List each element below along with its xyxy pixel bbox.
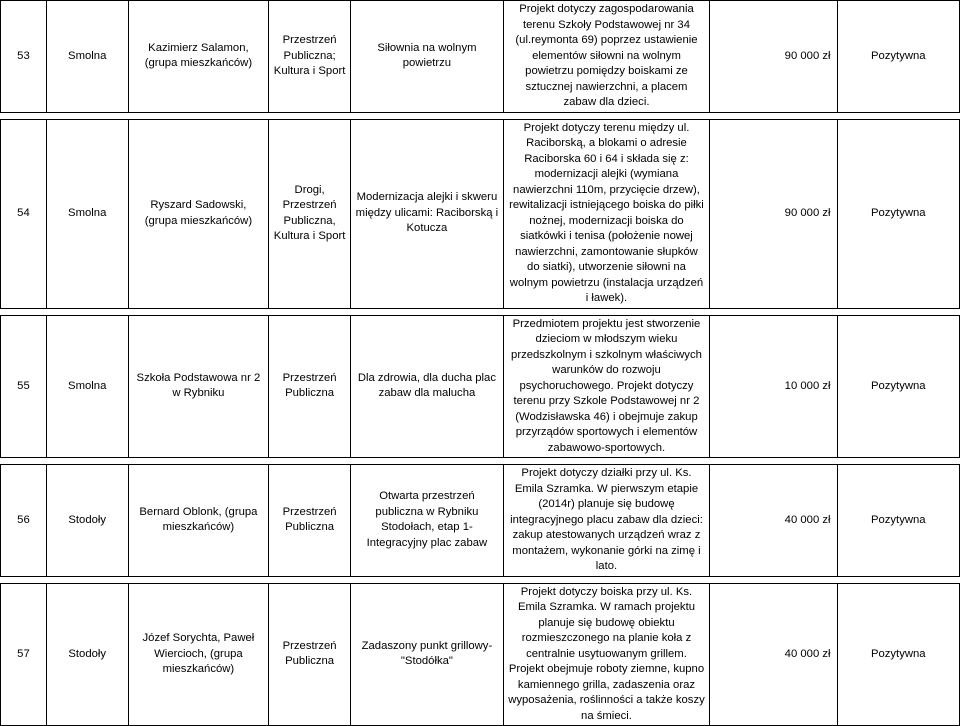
category: Przestrzeń Publiczna; Kultura i Sport	[269, 1, 351, 113]
project-description: Projekt dotyczy boiska przy ul. Ks. Emila Szramka. W ramach projektu planuje się budowę obiektu rozmieszczonego na planie koła z centralnie usytuowanym grillem. Projekt obejmuje roboty ziemne, kupno kamiennego grilla, zadaszenia oraz wyposażenia, roślinności a także koszy na śmieci.	[503, 583, 709, 726]
row-number: 55	[1, 315, 47, 458]
table-row	[1, 465, 960, 577]
applicant: Bernard Oblonk, (grupa mieszkańców)	[128, 465, 269, 577]
table-row	[1, 583, 960, 726]
table-row	[1, 1, 960, 113]
applicant: Józef Sorychta, Paweł Wiercioch, (grupa mieszkańców)	[128, 583, 269, 726]
project-title: Otwarta przestrzeń publiczna w Rybniku Stodołach, etap 1- Integracyjny plac zabaw	[350, 465, 503, 577]
category: Przestrzeń Publiczna	[269, 315, 351, 458]
category: Przestrzeń Publiczna	[269, 583, 351, 726]
category: Przestrzeń Publiczna	[269, 465, 351, 577]
amount: 90 000 zł	[710, 119, 838, 308]
row-number: 54	[1, 119, 47, 308]
table-row	[1, 315, 960, 458]
applicant: Szkoła Podstawowa nr 2 w Rybniku	[128, 315, 269, 458]
table-row	[1, 119, 960, 308]
district: Smolna	[46, 119, 128, 308]
project-title: Zadaszony punkt grillowy- "Stodółka"	[350, 583, 503, 726]
row-separator	[1, 576, 960, 583]
project-description: Projekt dotyczy działki przy ul. Ks. Emila Szramka. W pierwszym etapie (2014r) planuje się budowę integracyjnego placu zabaw dla dzieci: zakup atestowanych urządzeń wraz z montażem, wykonanie górki na zimę i lato.	[503, 465, 709, 577]
project-description: Projekt dotyczy zagospodarowania terenu Szkoły Podstawowej nr 34 (ul.reymonta 69) poprzez ustawienie elementów siłowni na wolnym powietrzu pomiędzy boiskami ze sztucznej nawierzchni, a placem zabaw dla dzieci.	[503, 1, 709, 113]
status: Pozytywna	[837, 583, 959, 726]
row-number: 57	[1, 583, 47, 726]
row-number: 53	[1, 1, 47, 113]
row-separator	[1, 458, 960, 465]
row-number: 56	[1, 465, 47, 577]
district: Smolna	[46, 1, 128, 113]
amount: 10 000 zł	[710, 315, 838, 458]
project-title: Dla zdrowia, dla ducha plac zabaw dla malucha	[350, 315, 503, 458]
amount: 40 000 zł	[710, 583, 838, 726]
applicant: Ryszard Sadowski, (grupa mieszkańców)	[128, 119, 269, 308]
project-description: Przedmiotem projektu jest stworzenie dzieciom w młodszym wieku przedszkolnym i szkolnym właściwych warunków do rozwoju psychoruchowego. Projekt dotyczy terenu przy Szkole Podstawowej nr 2 (Wodzisławska 46) i obejmuje zakup przyrządów sportowych i elementów zabawowo-sportowych.	[503, 315, 709, 458]
project-title: Modernizacja alejki i skweru między ulicami: Raciborską i Kotucza	[350, 119, 503, 308]
district: Stodoły	[46, 583, 128, 726]
row-separator	[1, 308, 960, 315]
project-title: Siłownia na wolnym powietrzu	[350, 1, 503, 113]
row-separator	[1, 112, 960, 119]
status: Pozytywna	[837, 465, 959, 577]
category: Drogi, Przestrzeń Publiczna, Kultura i Sport	[269, 119, 351, 308]
district: Stodoły	[46, 465, 128, 577]
status: Pozytywna	[837, 119, 959, 308]
project-description: Projekt dotyczy terenu między ul. Raciborską, a blokami o adresie Raciborska 60 i 64 i składa się z: modernizacji alejki (wymiana nawierzchni 110m, przycięcie drzew), rewitalizacji istniejącego boiska do piłki nożnej, modernizacji boiska do siatkówki i tenisa (położenie nowej nawierzchni, zamontowanie słupków do siatki), utworzenie siłowni na wolnym powietrzu (instalacja urządzeń i ławek).	[503, 119, 709, 308]
status: Pozytywna	[837, 315, 959, 458]
amount: 90 000 zł	[710, 1, 838, 113]
district: Smolna	[46, 315, 128, 458]
status: Pozytywna	[837, 1, 959, 113]
amount: 40 000 zł	[710, 465, 838, 577]
applicant: Kazimierz Salamon, (grupa mieszkańców)	[128, 1, 269, 113]
